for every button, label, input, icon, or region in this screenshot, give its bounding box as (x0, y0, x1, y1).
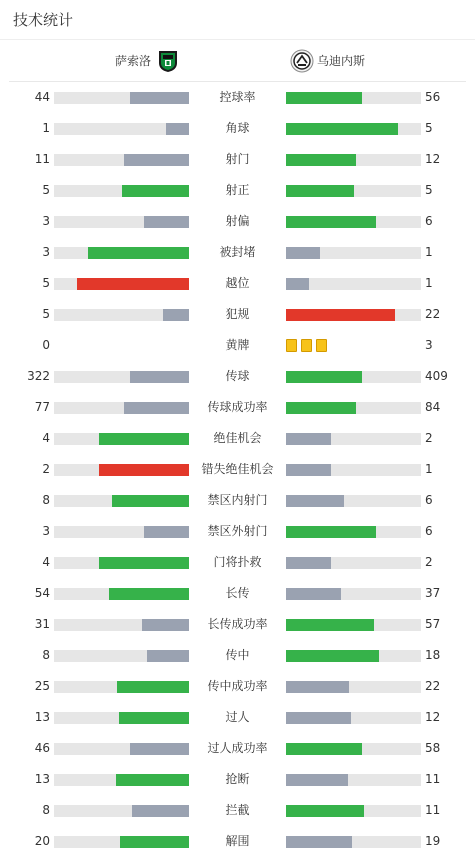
sassuolo-crest-icon (157, 49, 179, 73)
home-bar-track (54, 526, 189, 538)
home-bar-fill (130, 92, 189, 104)
away-bar-track (286, 836, 421, 848)
home-bar-fill (144, 216, 189, 228)
stat-row (0, 175, 475, 206)
home-bar-track (54, 557, 189, 569)
away-bar-fill (286, 650, 379, 662)
stat-row (0, 578, 475, 609)
away-bar-track (286, 247, 421, 259)
stat-row (0, 764, 475, 795)
stat-row (0, 299, 475, 330)
home-value: 20 (34, 834, 50, 848)
home-bar-track (54, 371, 189, 383)
away-bar-track (286, 805, 421, 817)
away-yellow-cards (286, 339, 327, 352)
stat-row (0, 795, 475, 826)
home-value: 3 (42, 214, 50, 228)
away-value: 11 (425, 803, 441, 817)
stat-label: 越位 (225, 276, 250, 290)
home-bar-fill (109, 588, 189, 600)
home-bar-track (54, 123, 189, 135)
yellow-card-icon (301, 339, 312, 352)
home-bar-track (54, 464, 189, 476)
away-bar-track (286, 557, 421, 569)
away-value: 6 (425, 524, 433, 538)
stat-row (0, 454, 475, 485)
stat-label: 禁区外射门 (207, 524, 268, 538)
home-value: 5 (42, 183, 50, 197)
away-bar-fill (286, 681, 349, 693)
away-bar-fill (286, 495, 344, 507)
away-bar-track (286, 774, 421, 786)
away-bar-track (286, 92, 421, 104)
home-bar-fill (117, 681, 189, 693)
stat-label: 抢断 (225, 772, 250, 786)
away-bar-fill (286, 712, 351, 724)
home-team-name: 萨索洛 (114, 54, 151, 68)
page-title: 技术统计 (13, 11, 74, 29)
home-value: 77 (34, 400, 50, 414)
stat-row (0, 206, 475, 237)
home-bar-track (54, 92, 189, 104)
home-bar-track (54, 185, 189, 197)
home-bar-track (54, 154, 189, 166)
stat-label: 绝佳机会 (213, 431, 262, 445)
home-bar-fill (142, 619, 189, 631)
away-value: 6 (425, 214, 433, 228)
home-bar-fill (99, 433, 189, 445)
home-value: 11 (34, 152, 50, 166)
home-bar-fill (166, 123, 189, 135)
stat-row (0, 609, 475, 640)
away-bar-fill (286, 278, 309, 290)
away-bar-fill (286, 743, 362, 755)
away-value: 12 (425, 710, 441, 724)
away-bar-track (286, 123, 421, 135)
stat-row (0, 547, 475, 578)
home-bar-fill (132, 805, 189, 817)
stat-row (0, 733, 475, 764)
away-bar-track (286, 650, 421, 662)
away-value: 37 (425, 586, 441, 600)
home-value: 4 (42, 431, 50, 445)
away-bar-fill (286, 371, 362, 383)
away-bar-fill (286, 185, 354, 197)
home-value: 44 (34, 90, 50, 104)
stat-row (0, 702, 475, 733)
stats-header (0, 0, 475, 40)
away-bar-fill (286, 526, 376, 538)
away-bar-track (286, 526, 421, 538)
away-bar-fill (286, 92, 362, 104)
home-team[interactable] (115, 40, 179, 81)
home-value: 2 (42, 462, 50, 476)
stat-label: 解围 (225, 834, 250, 848)
away-bar-track (286, 309, 421, 321)
away-value: 409 (425, 369, 448, 383)
yellow-card-icon (316, 339, 327, 352)
away-bar-track (286, 495, 421, 507)
stat-label: 禁区内射门 (207, 493, 268, 507)
away-value: 3 (425, 338, 433, 352)
home-value: 322 (27, 369, 50, 383)
away-value: 1 (425, 462, 433, 476)
home-bar-fill (147, 650, 189, 662)
home-bar-fill (144, 526, 189, 538)
home-bar-track (54, 805, 189, 817)
away-bar-fill (286, 836, 352, 848)
away-bar-track (286, 464, 421, 476)
home-value: 8 (42, 493, 50, 507)
away-value: 1 (425, 276, 433, 290)
home-value: 3 (42, 524, 50, 538)
away-value: 1 (425, 245, 433, 259)
away-bar-track (286, 185, 421, 197)
away-bar-track (286, 588, 421, 600)
away-value: 56 (425, 90, 441, 104)
stat-label: 角球 (225, 121, 250, 135)
home-value: 54 (34, 586, 50, 600)
home-bar-track (54, 216, 189, 228)
home-bar-fill (163, 309, 189, 321)
home-bar-fill (99, 464, 189, 476)
stat-row (0, 826, 475, 857)
home-value: 3 (42, 245, 50, 259)
away-bar-fill (286, 216, 376, 228)
home-value: 31 (34, 617, 50, 631)
stat-row (0, 485, 475, 516)
away-value: 57 (425, 617, 441, 631)
home-bar-track (54, 743, 189, 755)
home-bar-fill (116, 774, 189, 786)
away-value: 2 (425, 431, 433, 445)
away-bar-fill (286, 588, 341, 600)
stat-label: 过人成功率 (207, 741, 268, 755)
udinese-crest-icon (290, 49, 312, 73)
stat-row (0, 330, 475, 361)
away-bar-track (286, 216, 421, 228)
away-value: 22 (425, 679, 441, 693)
home-bar-track (54, 433, 189, 445)
home-bar-fill (124, 154, 189, 166)
home-value: 13 (34, 772, 50, 786)
home-bar-track (54, 278, 189, 290)
home-value: 25 (34, 679, 50, 693)
stat-label: 传球成功率 (207, 400, 268, 414)
home-bar-track (54, 650, 189, 662)
home-bar-fill (124, 402, 189, 414)
away-value: 5 (425, 183, 433, 197)
stat-label: 黄牌 (225, 338, 250, 352)
stat-label: 传中 (225, 648, 250, 662)
stat-label: 犯规 (225, 307, 250, 321)
stat-label: 传球 (225, 369, 250, 383)
home-bar-fill (130, 743, 189, 755)
home-bar-fill (99, 557, 189, 569)
away-bar-fill (286, 402, 356, 414)
away-value: 6 (425, 493, 433, 507)
away-value: 84 (425, 400, 441, 414)
home-bar-track (54, 836, 189, 848)
away-bar-fill (286, 247, 320, 259)
away-bar-track (286, 371, 421, 383)
away-bar-track (286, 712, 421, 724)
away-bar-fill (286, 557, 331, 569)
home-bar-fill (119, 712, 189, 724)
away-value: 12 (425, 152, 441, 166)
home-bar-track (54, 402, 189, 414)
away-bar-track (286, 681, 421, 693)
away-bar-fill (286, 619, 374, 631)
away-bar-fill (286, 464, 331, 476)
home-bar-track (54, 712, 189, 724)
stat-label: 传中成功率 (207, 679, 268, 693)
away-bar-fill (286, 154, 356, 166)
away-bar-fill (286, 433, 331, 445)
away-value: 58 (425, 741, 441, 755)
home-bar-track (54, 774, 189, 786)
away-team-name: 乌迪内斯 (317, 54, 366, 68)
home-bar-track (54, 247, 189, 259)
home-bar-track (54, 588, 189, 600)
stat-row (0, 423, 475, 454)
home-bar-fill (88, 247, 189, 259)
stat-label: 拦截 (225, 803, 250, 817)
home-value: 5 (42, 276, 50, 290)
stat-label: 长传成功率 (207, 617, 268, 631)
away-bar-track (286, 619, 421, 631)
home-bar-track (54, 309, 189, 321)
home-value: 5 (42, 307, 50, 321)
stat-label: 控球率 (219, 90, 256, 104)
home-bar-track (54, 495, 189, 507)
teams-bar (9, 40, 466, 82)
stat-row (0, 516, 475, 547)
home-bar-track (54, 619, 189, 631)
stat-row (0, 268, 475, 299)
stat-row (0, 113, 475, 144)
stat-label: 过人 (225, 710, 250, 724)
stat-row (0, 640, 475, 671)
away-team[interactable] (290, 40, 365, 81)
away-value: 18 (425, 648, 441, 662)
home-bar-fill (130, 371, 189, 383)
away-value: 22 (425, 307, 441, 321)
away-bar-fill (286, 309, 395, 321)
home-value: 0 (42, 338, 50, 352)
stat-label: 门将扑救 (213, 555, 262, 569)
home-bar-fill (122, 185, 190, 197)
away-value: 19 (425, 834, 441, 848)
stat-label: 射正 (225, 183, 250, 197)
away-bar-fill (286, 123, 398, 135)
away-bar-track (286, 433, 421, 445)
home-bar-fill (77, 278, 189, 290)
stat-row (0, 144, 475, 175)
home-value: 46 (34, 741, 50, 755)
away-bar-track (286, 743, 421, 755)
stat-label: 被封堵 (219, 245, 256, 259)
stat-row (0, 237, 475, 268)
away-bar-track (286, 154, 421, 166)
home-bar-fill (112, 495, 189, 507)
away-value: 11 (425, 772, 441, 786)
away-bar-track (286, 402, 421, 414)
stat-label: 长传 (225, 586, 250, 600)
stats-list (0, 82, 475, 857)
home-value: 13 (34, 710, 50, 724)
stat-label: 错失绝佳机会 (201, 462, 274, 476)
home-bar-fill (120, 836, 189, 848)
stat-row (0, 671, 475, 702)
away-value: 5 (425, 121, 433, 135)
away-bar-fill (286, 774, 348, 786)
away-bar-fill (286, 805, 364, 817)
home-value: 8 (42, 648, 50, 662)
home-value: 8 (42, 803, 50, 817)
stat-row (0, 82, 475, 113)
home-value: 1 (42, 121, 50, 135)
home-value: 4 (42, 555, 50, 569)
stat-label: 射偏 (225, 214, 250, 228)
home-bar-track (54, 681, 189, 693)
stat-row (0, 392, 475, 423)
away-bar-track (286, 278, 421, 290)
away-value: 2 (425, 555, 433, 569)
stat-label: 射门 (225, 152, 250, 166)
stat-row (0, 361, 475, 392)
yellow-card-icon (286, 339, 297, 352)
